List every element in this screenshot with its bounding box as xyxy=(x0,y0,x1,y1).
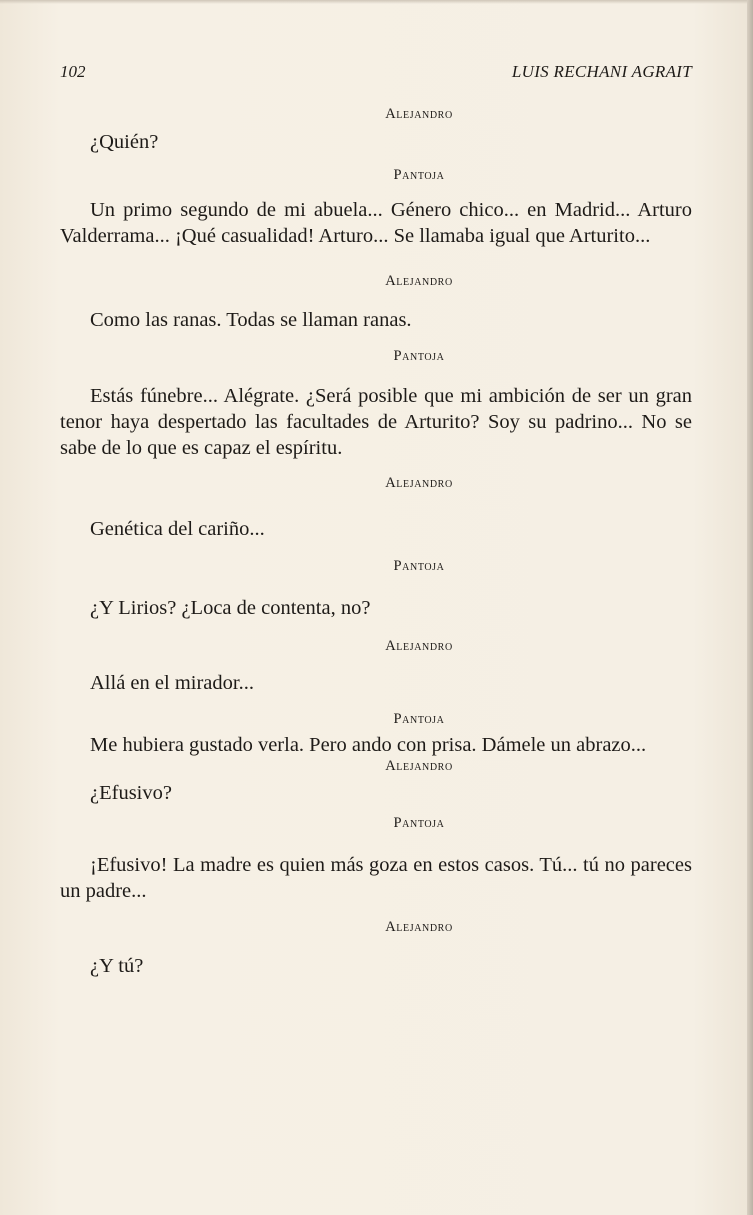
dialogue-body xyxy=(60,104,692,979)
speaker-name: Alejandro xyxy=(385,638,453,654)
dialogue-line: Genética del cariño... xyxy=(90,518,265,540)
speaker-name: Pantoja xyxy=(393,711,445,727)
dialogue-line: ¡Efusivo! La madre es quien más goza en estos casos. Tú... tú no pareces un padre... xyxy=(60,854,692,902)
speaker-name: Alejandro xyxy=(385,273,453,289)
page-right-edge xyxy=(747,0,753,1215)
speaker-name: Pantoja xyxy=(393,815,445,831)
dialogue-line: Como las ranas. Todas se llaman ranas. xyxy=(90,309,412,331)
dialogue-line: Estás fúnebre... Alégrate. ¿Será posible que mi ambición de ser un gran tenor haya despertado las facultades de Arturito? Soy su padrino... No se sabe de lo que es capaz el espíritu. xyxy=(60,385,692,459)
speaker-name: Pantoja xyxy=(393,167,445,183)
dialogue-line: Un primo segundo de mi abuela... Género chico... en Madrid... Arturo Valderrama... ¡Qué casualidad! Arturo... Se llamaba igual que Arturito... xyxy=(60,199,692,247)
speaker-name: Alejandro xyxy=(385,106,453,122)
speaker-name: Alejandro xyxy=(385,919,453,935)
dialogue-line: ¿Y Lirios? ¿Loca de contenta, no? xyxy=(90,597,371,619)
page-top-edge xyxy=(0,0,753,4)
dialogue-line: ¿Y tú? xyxy=(90,955,144,977)
running-header xyxy=(60,62,692,86)
dialogue-line: Allá en el mirador... xyxy=(90,672,254,694)
page-number: 102 xyxy=(60,62,86,81)
speaker-name: Pantoja xyxy=(393,348,445,364)
dialogue-line: ¿Efusivo? xyxy=(90,782,172,804)
dialogue-line: ¿Quién? xyxy=(90,131,159,153)
speaker-name: Alejandro xyxy=(385,758,453,774)
speaker-name: Pantoja xyxy=(393,558,445,574)
speaker-name: Alejandro xyxy=(385,475,453,491)
dialogue-line: Me hubiera gustado verla. Pero ando con prisa. Dámele un abrazo... xyxy=(90,734,647,756)
running-title: LUIS RECHANI AGRAIT xyxy=(511,62,692,81)
